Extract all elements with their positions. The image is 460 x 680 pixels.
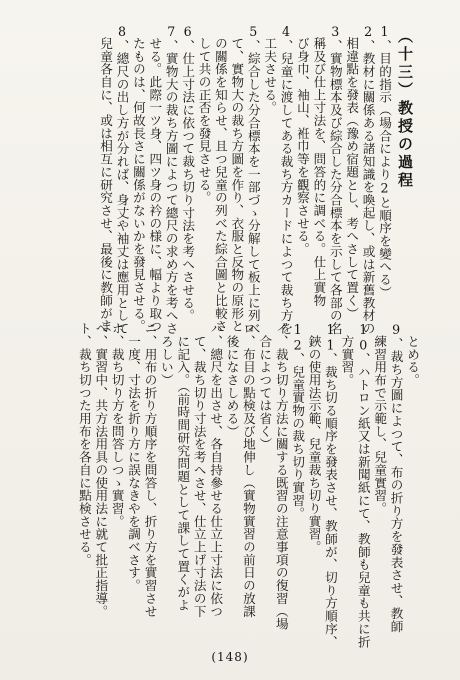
text-line: 相違點を發表（豫め宿題とし、考へさして置く） — [344, 24, 360, 320]
text-line: 合によつては省く） — [257, 322, 273, 451]
text-line: 4、兒童に渡してある裁ち方カードによつて裁ち方を — [278, 24, 294, 335]
text-line: 工夫させる。 — [262, 24, 278, 114]
text-line: たものは、何故長さに關係がないかを發見させる。 — [130, 24, 146, 333]
text-line: 一度、寸法を折り方に誤なきやを調べさす。 — [126, 322, 142, 592]
text-line: 後になさしめる） — [224, 322, 240, 438]
text-line: せる。此際一ツ身、四ツ身の衿の様に、幅より取つ — [147, 24, 163, 333]
text-line: て、實物大の裁ち方圖を作り、衣服と反物の原形と — [229, 24, 245, 333]
text-line: ホ、裁ち切り方を問答しつゝ實習。 — [109, 322, 125, 528]
text-line: とめる。 — [405, 322, 420, 387]
section-title: （十三）教授の過程 — [396, 28, 414, 190]
text-line: 兒童各自に、或は相互に研究させ、最後に教師がま — [98, 24, 114, 333]
lower-text-block — [75, 322, 420, 649]
text-line: 5、綜合した分合標本を一部づゝ分解して板上に列べ — [245, 24, 261, 335]
text-line: イ、裁ち切り方法に關する既習の注意事項の復習（場 — [273, 322, 289, 631]
text-line: 7、實物大の裁ち方圖によつて總尺の求め方を考へさ — [163, 24, 179, 335]
text-line: 8、總尺の出し方が分れば、身丈や袖丈は應用として — [114, 24, 130, 335]
text-line: ろしい） — [158, 322, 174, 387]
text-line: ハ、總尺を出させ、各自持參せる仕立上寸法に依つ — [208, 322, 224, 618]
text-line: ロ、布目の點検及び地伸し（實物實習の前日の放課 — [240, 322, 256, 618]
text-line: 2、教材に關係ある諸知識を喚起し、或は新舊教材の — [360, 24, 376, 335]
text-line: 11、裁ち切る順序を發表させ、教師が、切り方順序、 — [322, 322, 338, 649]
text-line: 稱及び仕上寸法を、問答的に調べる。仕上實物 — [311, 24, 327, 307]
upper-text-block — [97, 24, 418, 335]
text-line: び身巾、袖山、袵巾等を觀察させる。 — [294, 24, 310, 256]
text-line: て、裁ち切り寸法を考へさせ、仕立上げ寸法の下 — [191, 322, 207, 618]
text-line: 10、ハトロン紙又は新聞紙にて、教師も兒童も共に折 — [355, 322, 371, 649]
text-line: して共の正否を發見させる。 — [196, 24, 212, 204]
text-line: 鋏の使用法示範、兒童裁ち切り實習。 — [306, 322, 322, 554]
title-spacer — [392, 24, 418, 314]
text-line: の關係を知らせ、且つ兒童の列べた綜合圖と比較さ — [212, 24, 228, 333]
text-line: 3、實物標本及び綜合した分合標本を示して各部の名 — [327, 24, 343, 335]
text-line: 1、目的指示（場合により2と順序を變へる） — [377, 24, 392, 299]
text-line: ト、裁ち切つた用布を各自に點検させる。 — [76, 322, 92, 567]
text-line: 9、裁ち方圖によつて、布の折り方を發表させ、教師 — [388, 322, 404, 633]
text-line: ニ、用布の折り方順序を問答し、折り方を實習させ — [142, 322, 158, 618]
text-line: 6、仕上寸法に依つて裁ち切り寸法を考へさせる。 — [180, 24, 196, 322]
text-line: ヘ、實習中、共方法用具の使用法に就て批正指導。 — [93, 322, 109, 618]
page-number: (148) — [211, 650, 249, 664]
text-line: に記入。（前時間研究問題として課して置くがよ — [175, 322, 191, 612]
text-line: 方實習。 — [339, 322, 355, 387]
text-line: 練習用布で示範し、兒童實習。 — [372, 322, 388, 515]
text-line: 12、兒童實物の裁ち切り實習。 — [290, 322, 306, 520]
